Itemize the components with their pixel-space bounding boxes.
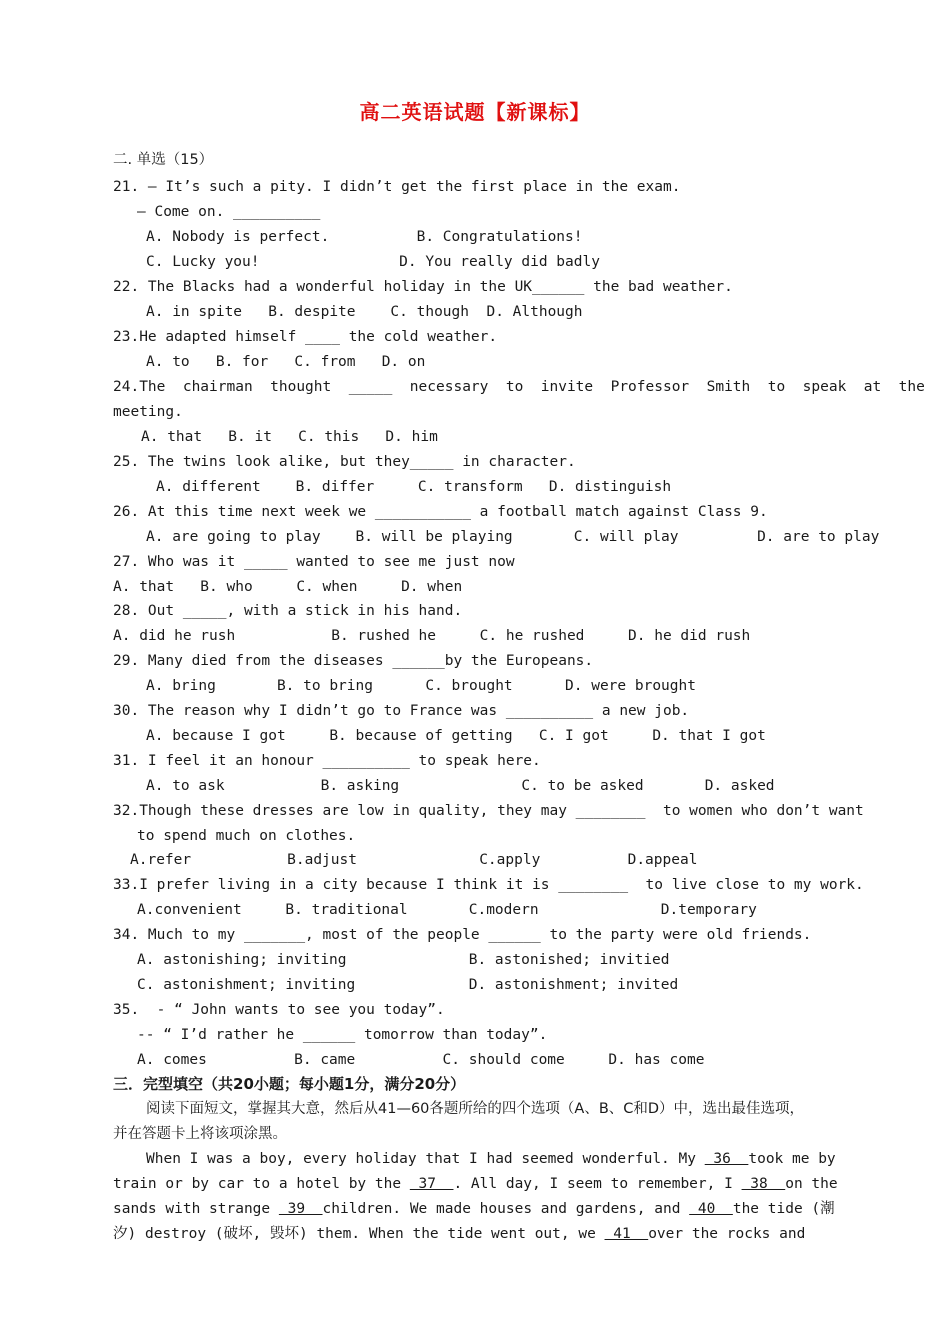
passage-line	[146, 1149, 836, 1169]
question-33: 33.I prefer living in a city because I think it is ________ to live close to my work.	[113, 877, 864, 893]
passage-text: children. We made houses and gardens, and	[322, 1201, 690, 1217]
section-3-instructions: 并在答题卡上将该项涂黑。	[113, 1126, 287, 1142]
blank-41: 41	[604, 1226, 649, 1242]
passage-text: took me by	[748, 1151, 836, 1167]
passage-text: 汐) destroy (破坏, 毁坏) them. When the tide went out, we	[113, 1226, 605, 1242]
question-23: 23.He adapted himself ____ the cold weather.	[113, 329, 498, 345]
question-21-options: C. Lucky you! D. You really did badly	[146, 254, 600, 270]
question-35: 35. - “ John wants to see you today”.	[113, 1002, 445, 1018]
passage-text: . All day, I seem to remember, I	[453, 1176, 742, 1192]
question-30: 30. The reason why I didn’t go to France was __________ a new job.	[113, 703, 690, 719]
question-31-options: A. to ask B. asking C. to be asked D. asked	[146, 778, 775, 794]
question-28: 28. Out _____, with a stick in his hand.	[113, 603, 463, 619]
question-21-reply: — Come on. __________	[137, 204, 321, 220]
question-32-options: A.refer B.adjust C.apply D.appeal	[130, 852, 698, 868]
passage-text: over the rocks and	[648, 1226, 806, 1242]
question-21: 21. — It’s such a pity. I didn’t get the first place in the exam.	[113, 179, 681, 195]
blank-40: 40	[689, 1201, 733, 1217]
passage-text: train or by car to a hotel by the	[113, 1176, 410, 1192]
question-26: 26. At this time next week we ___________ a football match against Class 9.	[113, 504, 768, 520]
question-35-reply: -- “ I’d rather he ______ tomorrow than today”.	[137, 1027, 548, 1043]
passage-line	[113, 1199, 835, 1219]
passage-text: When I was a boy, every holiday that I had seemed wonderful. My	[146, 1151, 705, 1167]
question-25-options: A. different B. differ C. transform D. distinguish	[156, 479, 672, 495]
question-28-options: A. did he rush B. rushed he C. he rushed D. he did rush	[113, 628, 751, 644]
question-33-options: A.convenient B. traditional C.modern D.temporary	[137, 902, 757, 918]
blank-38: 38	[741, 1176, 786, 1192]
passage-text: on the	[785, 1176, 838, 1192]
passage-text: sands with strange	[113, 1201, 279, 1217]
question-29-options: A. bring B. to bring C. brought D. were brought	[146, 678, 696, 694]
question-24: 24.The chairman thought _____ necessary to invite Professor Smith to speak at the	[113, 379, 925, 395]
section-3-instructions: 阅读下面短文，掌握其大意，然后从41—60各题所给的四个选项（A、B、C和D）中，选出最佳选项，	[146, 1101, 805, 1117]
section-3-header: 三．完型填空（共20小题；每小题1分，满分20分）	[113, 1075, 466, 1093]
section-header: 二. 单选（15）	[113, 152, 214, 168]
passage-text: the tide (潮	[732, 1201, 835, 1217]
question-21-options: A. Nobody is perfect. B. Congratulations!	[146, 229, 583, 245]
question-27-options: A. that B. who C. when D. when	[113, 579, 463, 595]
question-32-cont: to spend much on clothes.	[137, 828, 356, 844]
question-22-options: A. in spite B. despite C. though D. Although	[146, 304, 583, 320]
question-32: 32.Though these dresses are low in quality, they may ________ to women who don’t want	[113, 803, 864, 819]
blank-37: 37	[409, 1176, 454, 1192]
question-30-options: A. because I got B. because of getting C. I got D. that I got	[146, 728, 766, 744]
question-31: 31. I feel it an honour __________ to speak here.	[113, 753, 541, 769]
question-35-options: A. comes B. came C. should come D. has come	[137, 1052, 705, 1068]
question-34: 34. Much to my _______, most of the people ______ to the party were old friends.	[113, 927, 812, 943]
passage-line	[113, 1174, 838, 1194]
blank-39: 39	[278, 1201, 323, 1217]
question-34-options: C. astonishment; inviting D. astonishment; invited	[137, 977, 679, 993]
passage-line	[113, 1224, 805, 1244]
question-29: 29. Many died from the diseases ______by the Europeans.	[113, 653, 594, 669]
blank-36: 36	[704, 1151, 749, 1167]
question-24-options: A. that B. it C. this D. him	[141, 429, 438, 445]
question-23-options: A. to B. for C. from D. on	[146, 354, 426, 370]
question-24-cont: meeting.	[113, 404, 183, 420]
question-34-options: A. astonishing; inviting B. astonished; invitied	[137, 952, 670, 968]
question-27: 27. Who was it _____ wanted to see me just now	[113, 554, 515, 570]
question-25: 25. The twins look alike, but they_____ in character.	[113, 454, 576, 470]
page-title: 高二英语试题【新课标】	[359, 100, 591, 124]
question-26-options: A. are going to play B. will be playing C. will play D. are to play	[146, 529, 880, 545]
question-22: 22. The Blacks had a wonderful holiday in the UK______ the bad weather.	[113, 279, 733, 295]
